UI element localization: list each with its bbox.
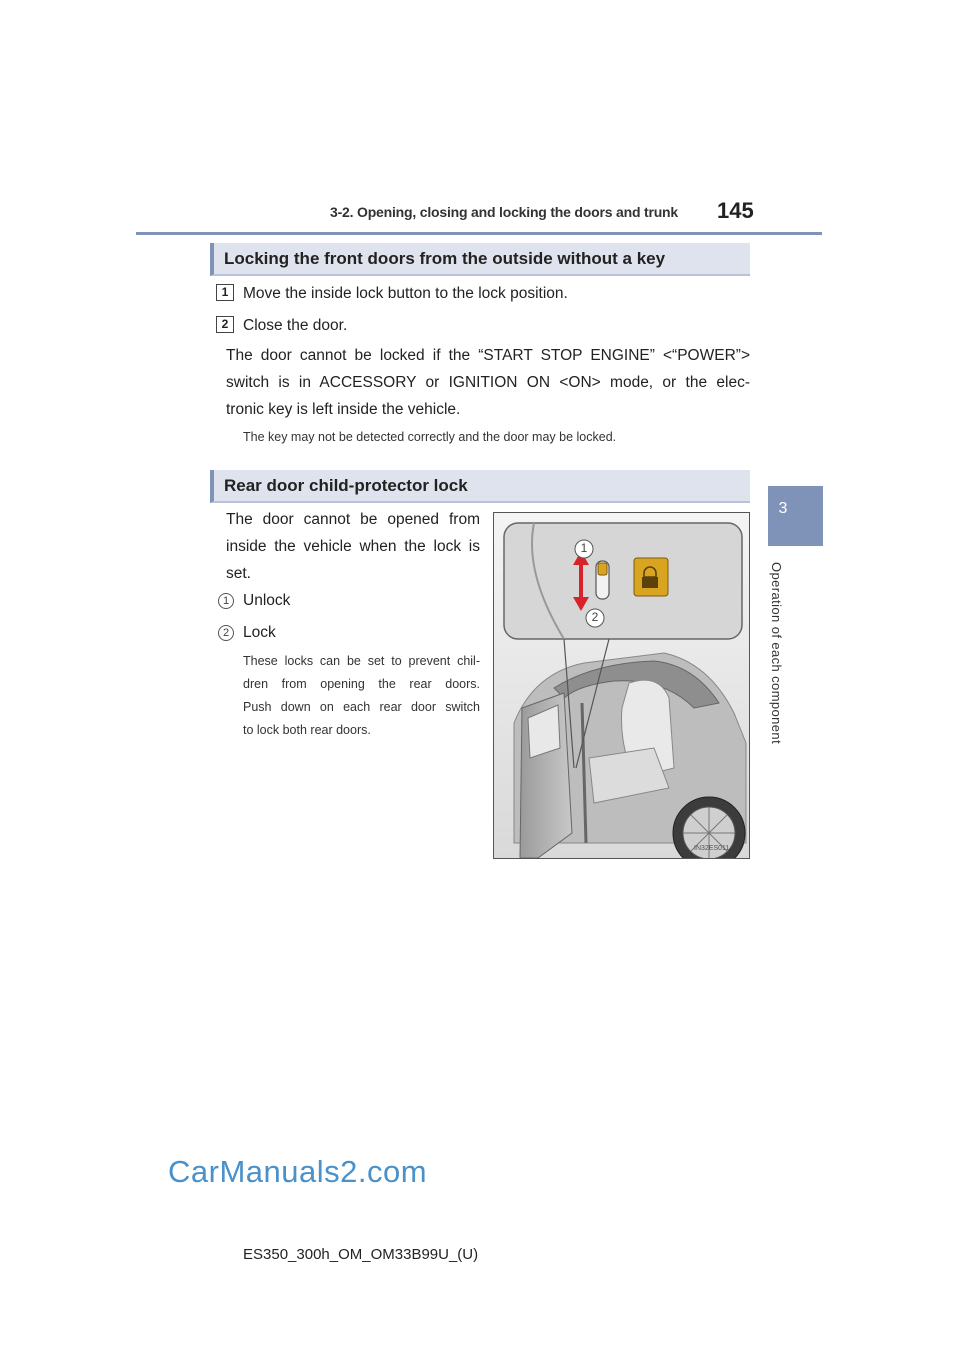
callout-number: 1	[218, 593, 234, 609]
section-heading-locking	[210, 243, 750, 276]
item-label-unlock: Unlock	[243, 592, 291, 609]
note-line: dren from opening the rear doors.	[243, 677, 480, 691]
page-number: 145	[717, 198, 754, 223]
watermark: CarManuals2.com	[168, 1154, 428, 1189]
paragraph-line: inside the vehicle when the lock is	[226, 538, 480, 555]
step-text: Close the door.	[243, 317, 348, 334]
child-lock-illustration	[493, 512, 750, 859]
step-number-box: 1	[216, 284, 234, 301]
chapter-title	[766, 562, 802, 744]
paragraph-line: tronic key is left inside the vehicle.	[226, 401, 461, 418]
illustration-callout-2: 2	[591, 610, 599, 624]
document-code: ES350_300h_OM_OM33B99U_(U)	[243, 1246, 479, 1263]
illustration-code: IN32ES011	[694, 845, 730, 852]
note-line: to lock both rear doors.	[243, 723, 371, 737]
step-number-box: 2	[216, 316, 234, 333]
intro-paragraph	[226, 506, 480, 587]
step-text: Move the inside lock button to the lock position.	[243, 285, 568, 302]
note-line: These locks can be set to prevent chil-	[243, 654, 480, 668]
section-heading-text: Locking the front doors from the outside without a key	[224, 249, 666, 268]
paragraph-line: switch is in ACCESSORY or IGNITION ON <ON> mode, or the elec-	[226, 374, 750, 391]
paragraph-line: The door cannot be opened from	[226, 511, 480, 528]
section-heading-child-lock	[210, 470, 750, 503]
header-divider	[136, 232, 822, 235]
car-door-drawing	[494, 513, 749, 858]
note: The key may not be detected correctly and the door may be locked.	[243, 430, 617, 444]
paragraph-line: The door cannot be locked if the “START STOP ENGINE” <“POWER”>	[226, 347, 750, 364]
running-header: 3-2. Opening, closing and locking the doors and trunk	[330, 204, 678, 220]
child-lock-note	[243, 650, 480, 742]
chapter-title-text: Operation of each component	[769, 562, 784, 745]
note-line: Push down on each rear door switch	[243, 700, 480, 714]
callout-number: 2	[218, 625, 234, 641]
chapter-number: 3	[778, 500, 788, 517]
paragraph-line: set.	[226, 565, 251, 582]
paragraph	[226, 342, 750, 423]
illustration-callout-1: 1	[580, 541, 588, 555]
section-heading-text: Rear door child-protector lock	[224, 476, 468, 495]
item-label-lock: Lock	[243, 624, 276, 641]
